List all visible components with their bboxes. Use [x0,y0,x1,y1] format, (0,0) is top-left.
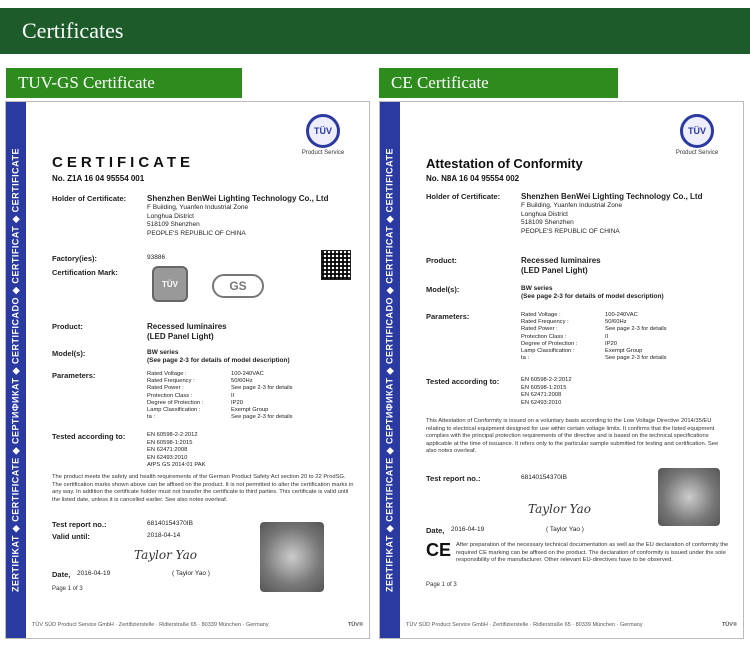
param-label: Lamp Classification : [521,348,575,355]
param-value: 100-240VAC [231,371,264,377]
certificate-side-band: ZERTIFIKAT ◆ CERTIFICATE ◆ СЕРТИФИКАТ ◆ CERTIFICADO ◆ CERTIFICAT ◆ CERTIFICATE [380,102,400,638]
standard-item: EN 60598-2-2:2012 [147,432,198,438]
param-value: 50/60Hz [605,319,627,326]
certificate-title: Attestation of Conformity [426,156,583,171]
signature: Taylor Yao [134,548,197,562]
tab-tuv-gs: TUV-GS Certificate [6,68,242,98]
tuv-footer-logo: TÜV® [347,622,363,628]
test-report-label: Test report no.: [52,520,107,529]
param-label: ta : [147,414,156,421]
hologram-seal [260,522,324,592]
signer-name: ( Taylor Yao ) [172,570,210,577]
certificate-title: CERTIFICATE [52,154,195,171]
tuv-logo: TÜV Product Service [667,114,727,156]
tested-standards [147,432,357,470]
tuv-gs-certificate: ZERTIFIKAT ◆ CERTIFICATE ◆ СЕРТИФИКАТ ◆ CERTIFICADO ◆ CERTIFICAT ◆ CERTIFICATE TÜV Product Service CERTIFICATE No. Z1A 16 04 95554 001 Holder of Certificate: Shenzhen BenWei Lighting Technology Co., Ltd F Building, Yuanfen Industrial Zone Longhua District 518109 Shenzhen PEOPLE'S REPUBLIC OF CHINA Factory(ies): 93886 Certification Mark: TÜV SÜD GS Product: Recessed luminaires (LED Panel Light) Model(s): BW series (See page 2-3 for details of model description) Parameters: Rated Voltage : 100-240VAC Rated Frequency : 50/60Hz Rated Power : See page 2-3 for details Protection Class : II Degree of Protection : IP20 Lamp Classification : Exempt Group ta : See page 2-3 for details Tested according to: EN 60598-2-2:2012 EN 60598-1:2015 EN 62471:2008 EN 62493:2010 AfPS GS 2014:01 PAK The product meets the safety and health requirements of the German Product Safety Act section 20 to 22 ProdSG. The certification marks shown above can be affixed on the product. It is not permitted to alter the certification marks in any way. In addition the certificate holder must not transfer the certificate to third parties. This certificate is valid until the listed date, unless it is cancelled earlier. See also notes overleaf. Test report no.: 68140154370IB Valid until: 2018-04-14 Taylor Yao Date, 2016-04-19 ( Taylor Yao ) Page 1 of 3 TÜV SÜD Product Service GmbH · Zertifizierstelle · Ridlerstraße 65 · 80339 München · Germany TÜV® [5,101,370,639]
page-number: Page 1 of 3 [426,582,457,588]
standard-item: EN 60598-1:2015 [147,439,193,446]
param-label: Rated Frequency : [521,319,569,326]
ce-marking-note: After preparation of the necessary technical documentation as well as the EU declaration of conformity the required CE marking can be affixed on the product. The declaration of conformity is issued under the sole responsibility of the manufacturer. Other relevant EU-directives have to be observed. [456,542,729,564]
standard-item: EN 62471:2008 [147,447,188,454]
param-value: See page 2-3 for details [231,414,293,421]
factory-label: Factory(ies): [52,254,98,263]
param-value: II [231,392,235,399]
standard-item: EN 62471:2008 [521,392,562,399]
models-label: Model(s): [52,349,86,358]
param-label: ta : [521,355,530,362]
certificate-side-band: ZERTIFIKAT ◆ CERTIFICATE ◆ СЕРТИФИКАТ ◆ CERTIFICADO ◆ CERTIFICAT ◆ CERTIFICATE [6,102,26,638]
valid-until-date: 2018-04-14 [147,532,181,539]
issue-date: 2016-04-19 [451,526,485,533]
param-value: See page 2-3 for details [605,326,667,333]
param-label: Rated Power : [521,326,558,333]
parameters-label: Parameters: [426,312,470,321]
param-value: IP20 [231,399,243,406]
tab-ce: CE Certificate [379,68,618,98]
test-report-number: 68140154370IB [521,474,567,481]
attestation-statement: This Attestation of Conformity is issued on a voluntary basis according to the Low Voltage Directive 2014/35/EU relating to electrical equipment designed for use within certain voltage limits. It confirms that the listed equipment complies with the principal protection requirements of the directive and is based on the technical specifications applicable at the time of issuance. It refers only to the particular sample submitted for testing and certification. See also notes overleaf. [426,418,719,455]
ce-certificate: ZERTIFIKAT ◆ CERTIFICATE ◆ СЕРТИФИКАТ ◆ CERTIFICADO ◆ CERTIFICAT ◆ CERTIFICATE TÜV Product Service Attestation of Conformity No. N8A 16 04 95554 002 Holder of Certificate: Shenzhen BenWei Lighting Technology Co., Ltd F Building, Yuanfen Industrial Zone Longhua District 518109 Shenzhen PEOPLE'S REPUBLIC OF CHINA Product: Recessed luminaires (LED Panel Light) Model(s): BW series (See page 2-3 for details of model description) Parameters: Rated Voltage : 100-240VAC Rated Frequency : 50/60Hz Rated Power : See page 2-3 for details Protection Class : II Degree of Protection : IP20 Lamp Classification : Exempt Group ta : See page 2-3 for details Tested according to: EN 60598-2-2:2012 EN 60598-1:2015 EN 62471:2008 EN 62493:2010 This Attestation of Conformity is issued on a voluntary basis according to the Low Voltage Directive 2014/35/EU relating to electrical equipment designed for use within certain voltage limits. It confirms that the listed equipment complies with the principal protection requirements of the directive and is based on the technical specifications applicable at the time of issuance. It refers only to the particular sample submitted for testing and certification. See also notes overleaf. Test report no.: 68140154370IB Taylor Yao Date, 2016-04-19 ( Taylor Yao ) CE After preparation of the necessary technical documentation as well as the EU declaration of conformity the required CE marking can be affixed on the product. The declaration of conformity is issued under the sole responsibility of the manufacturer. Other relevant EU-directives have to be observed. Page 1 of 3 TÜV SÜD Product Service GmbH · Zertifizierstelle · Ridlerstraße 65 · 80339 München · Germany TÜV® [379,101,744,639]
holder-name: Shenzhen BenWei Lighting Technology Co., Ltd [521,192,703,201]
param-value: Exempt Group [231,407,269,414]
tested-standards [521,377,731,407]
tuv-logo: TÜV Product Service [293,114,353,156]
param-value: IP20 [605,340,617,347]
certification-mark-label: Certification Mark: [52,268,118,277]
standard-item: AfPS GS 2014:01 PAK [147,462,206,469]
param-label: Rated Voltage : [147,371,187,377]
param-label: Protection Class : [147,392,193,399]
param-value: 100-240VAC [605,312,638,318]
signer-name: ( Taylor Yao ) [546,526,584,533]
param-label: Degree of Protection : [521,340,578,347]
certificate-footer: TÜV SÜD Product Service GmbH · Zertifizierstelle · Ridlerstraße 65 · 80339 München · Germany TÜV® [32,622,363,628]
certificate-number: No. N8A 16 04 95554 002 [426,174,520,183]
holder-label: Holder of Certificate: [52,194,127,203]
factory-value: 93886 [147,254,166,261]
standard-item: EN 62493:2010 [147,454,188,461]
ce-mark-icon: CE [426,540,452,560]
param-label: Lamp Classification : [147,407,201,414]
valid-until-label: Valid until: [52,532,90,541]
param-label: Protection Class : [521,333,567,340]
param-value: II [605,333,609,340]
standard-item: EN 60598-1:2015 [521,384,567,391]
certificate-footer: TÜV SÜD Product Service GmbH · Zertifizierstelle · Ridlerstraße 65 · 80339 München · Germany TÜV® [406,622,737,628]
date-label: Date, [52,570,71,579]
page-header [0,8,750,54]
certificate-statement: The product meets the safety and health requirements of the German Product Safety Act section 20 to 22 ProdSG. The certification marks shown above can be affixed on the product. It is not permitted to alter the certification marks in any way. In addition the certificate holder must not transfer the certificate to third parties. This certificate is valid until the listed date, unless it is cancelled earlier. See also notes overleaf. [52,474,354,503]
param-label: Rated Voltage : [521,312,561,318]
tuv-mark-icon: TÜV [680,114,714,148]
tested-label: Tested according to: [426,377,500,386]
page-title: Certificates [22,18,124,43]
date-label: Date, [426,526,445,535]
tuv-footer-logo: TÜV® [721,622,737,628]
test-report-number: 68140154370IB [147,520,193,527]
product-label: Product: [52,322,83,331]
hologram-seal [658,468,720,526]
signature: Taylor Yao [528,502,591,516]
parameters-table [147,371,357,422]
issue-date: 2016-04-19 [77,570,111,577]
tuv-mark-icon: TÜV [306,114,340,148]
param-label: Rated Power : [147,385,184,392]
param-value: See page 2-3 for details [231,385,293,392]
page-number: Page 1 of 3 [52,586,83,592]
param-label: Rated Frequency : [147,378,195,385]
parameters-table [521,312,731,363]
gs-badge-icon: GS [212,274,264,298]
test-report-label: Test report no.: [426,474,481,483]
product-label: Product: [426,256,457,265]
tested-label: Tested according to: [52,432,126,441]
param-value: 50/60Hz [231,378,253,385]
certificate-number: No. Z1A 16 04 95554 001 [52,174,145,183]
models-label: Model(s): [426,285,460,294]
tuv-sud-badge-icon: TÜV SÜD [152,266,188,302]
holder-name: Shenzhen BenWei Lighting Technology Co., Ltd [147,194,329,203]
parameters-label: Parameters: [52,371,96,380]
param-label: Degree of Protection : [147,399,204,406]
standard-item: EN 60598-2-2:2012 [521,377,572,383]
holder-label: Holder of Certificate: [426,192,501,201]
param-value: Exempt Group [605,348,643,355]
standard-item: EN 62493:2010 [521,399,562,406]
param-value: See page 2-3 for details [605,355,667,362]
